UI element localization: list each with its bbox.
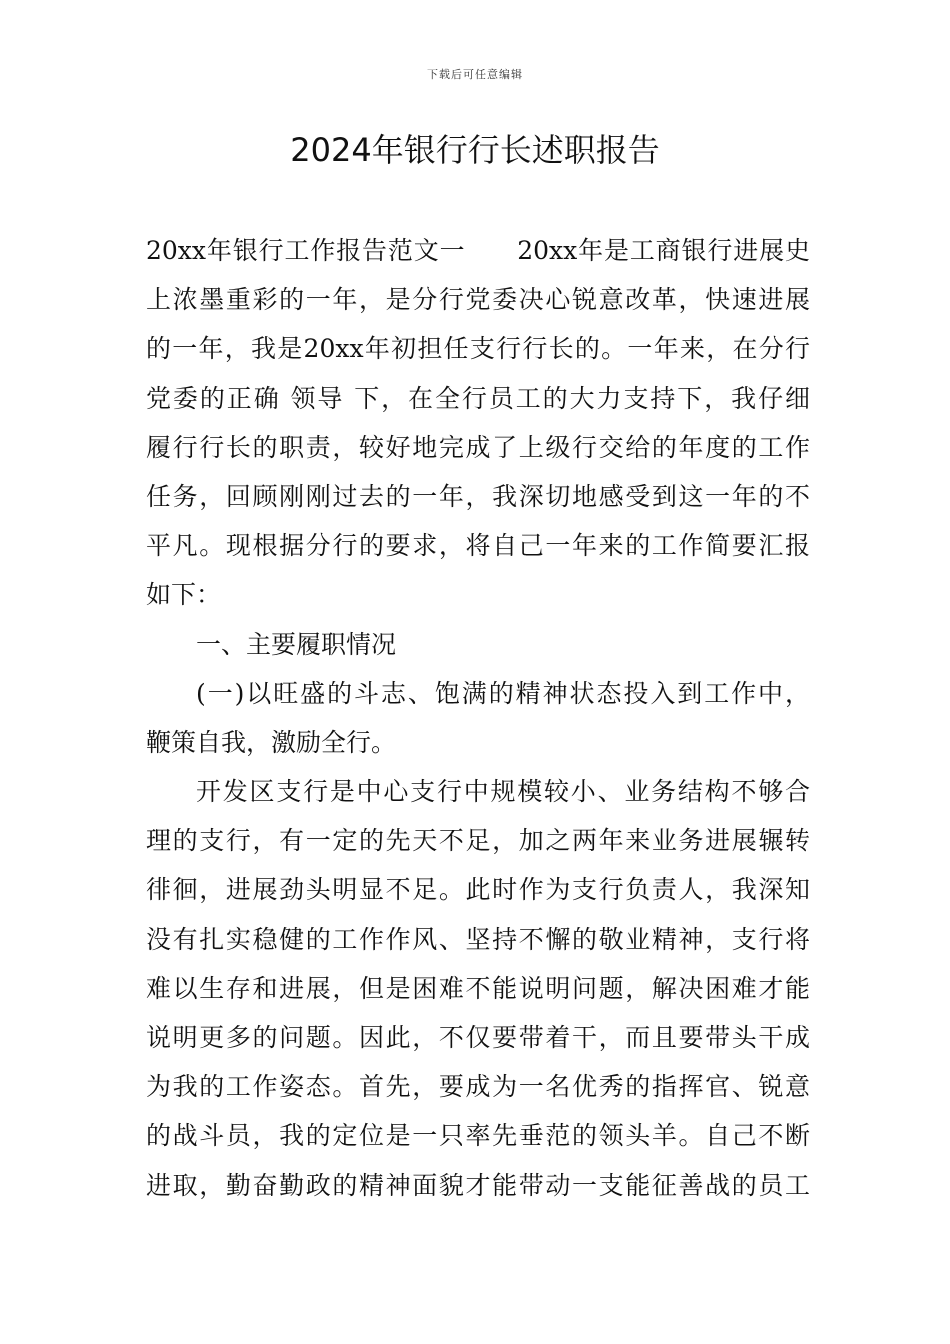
body-line: 开发区支行是中心支行中规模较小、业务结构不够合 xyxy=(196,777,810,807)
section-heading: 一、主要履职情况 xyxy=(196,629,397,659)
body-line: 为我的工作姿态。首先，要成为一名优秀的指挥官、锐意 xyxy=(146,1072,810,1102)
body-line: 没有扎实稳健的工作作风、坚持不懈的敬业精神，支行将 xyxy=(146,924,810,954)
subsection-heading: (一)以旺盛的斗志、饱满的精神状态投入到工作中， xyxy=(196,678,810,708)
body-line: 履行行长的职责，较好地完成了上级行交给的年度的工作 xyxy=(146,432,810,462)
body-line: 说明更多的问题。因此，不仅要带着干，而且要带头干成 xyxy=(146,1023,810,1052)
body-line: 党委的正确 领导 下，在全行员工的大力支持下，我仔细 xyxy=(146,383,810,413)
body-line: 鞭策自我，激励全行。 xyxy=(146,727,397,757)
body-line: 20xx年银行工作报告范文一 20xx年是工商银行进展史 xyxy=(146,236,810,265)
document-body xyxy=(146,226,810,1210)
document-title: 2024年银行行长述职报告 xyxy=(290,131,660,169)
body-line: 难以生存和进展，但是困难不能说明问题，解决困难才能 xyxy=(146,973,810,1003)
body-line: 任务，回顾刚刚过去的一年，我深切地感受到这一年的不 xyxy=(146,481,810,511)
header-note: 下载后可任意编辑 xyxy=(427,68,523,81)
body-line: 上浓墨重彩的一年，是分行党委决心锐意改革，快速进展 xyxy=(146,285,810,315)
body-line: 理的支行，有一定的先天不足，加之两年来业务进展辗转 xyxy=(146,826,810,856)
body-line: 的一年，我是20xx年初担任支行行长的。一年来，在分行 xyxy=(146,334,810,364)
body-line: 的战斗员，我的定位是一只率先垂范的领头羊。自己不断 xyxy=(146,1121,810,1151)
body-line: 进取，勤奋勤政的精神面貌才能带动一支能征善战的员工 xyxy=(146,1170,810,1200)
body-line: 平凡。现根据分行的要求，将自己一年来的工作简要汇报 xyxy=(146,531,810,561)
body-line: 徘徊，进展劲头明显不足。此时作为支行负责人，我深知 xyxy=(146,875,810,905)
body-line: 如下： xyxy=(146,580,222,610)
